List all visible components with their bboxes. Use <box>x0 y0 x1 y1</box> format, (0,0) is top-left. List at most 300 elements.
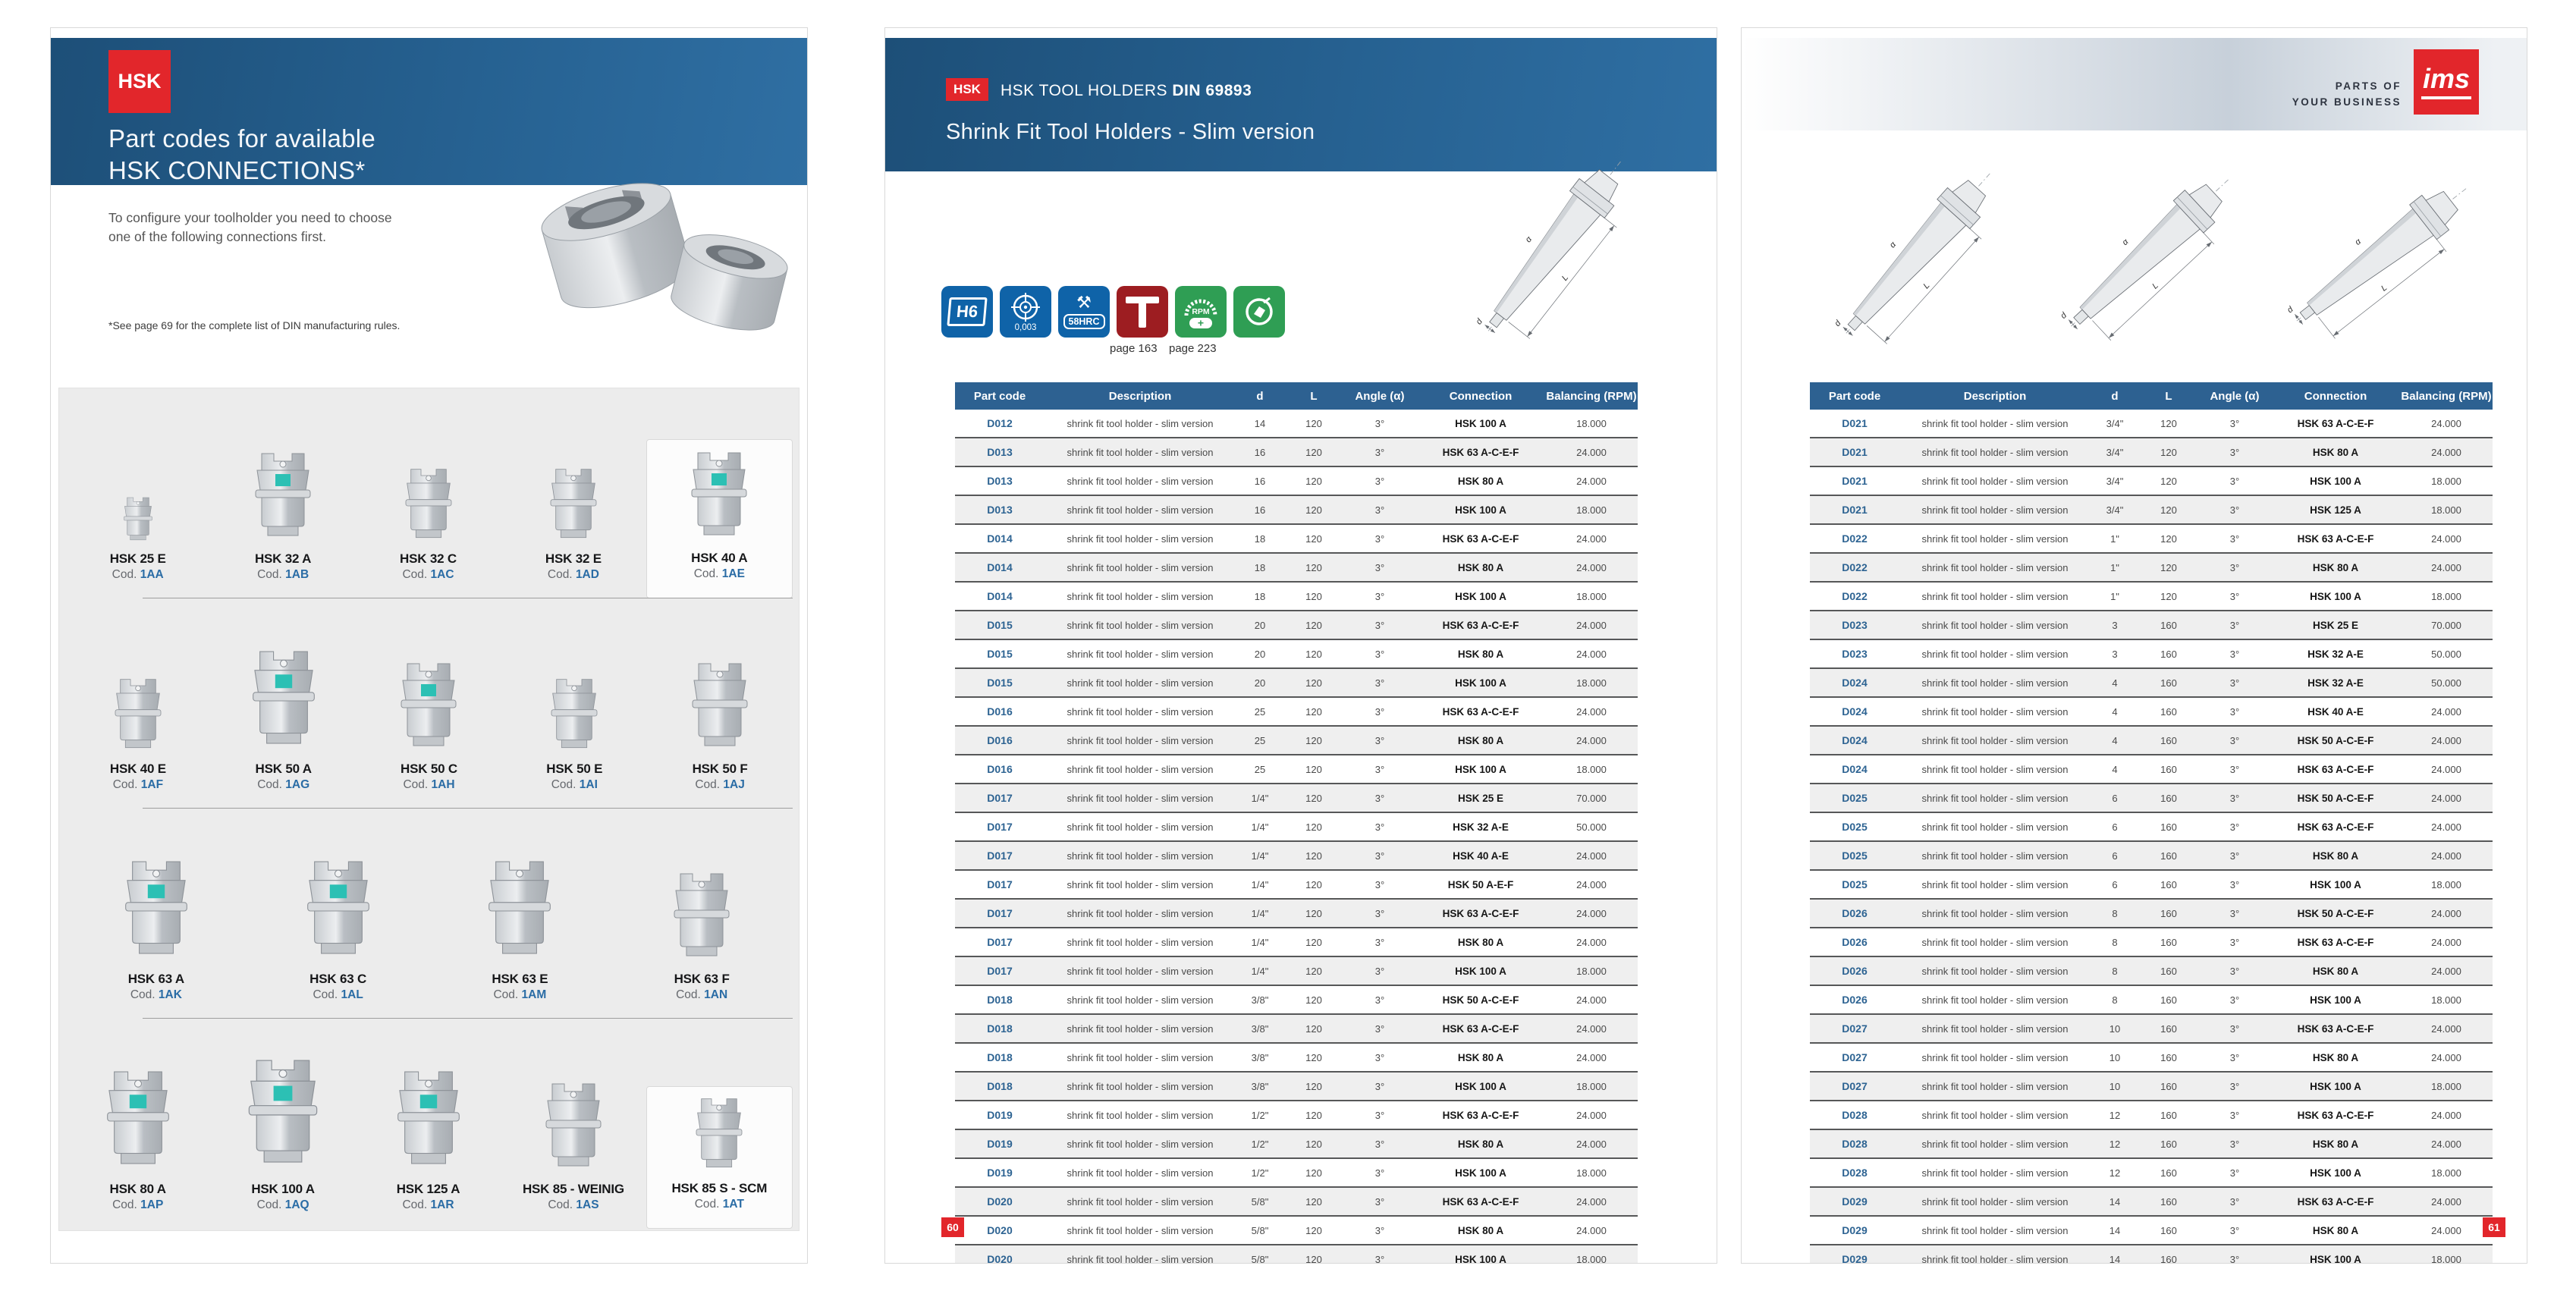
table-row <box>1810 438 2493 466</box>
part-code: D026 <box>1810 928 1899 956</box>
dim-l: 120 <box>1284 438 1343 466</box>
dim-l: 160 <box>2139 755 2198 784</box>
icon-caption-page223: page 223 <box>1169 342 1217 355</box>
description: shrink fit tool holder - slim version <box>1045 582 1236 611</box>
dim-l: 120 <box>1284 639 1343 668</box>
ims-logo <box>2414 49 2479 115</box>
dim-l: 120 <box>1284 553 1343 582</box>
balancing: 24.000 <box>1545 1129 1638 1158</box>
balancing: 18.000 <box>1545 1072 1638 1101</box>
table-row <box>955 553 1638 582</box>
description: shrink fit tool holder - slim version <box>1045 410 1236 438</box>
table-row <box>1810 1129 2493 1158</box>
dim-d: 1/4" <box>1236 784 1284 812</box>
balancing: 24.000 <box>1545 611 1638 639</box>
dim-d: 3/8" <box>1236 985 1284 1014</box>
part-code: D018 <box>955 985 1045 1014</box>
column-header: Description <box>1899 382 2091 410</box>
balancing: 24.000 <box>2400 410 2493 438</box>
angle: 3° <box>2198 928 2271 956</box>
description: shrink fit tool holder - slim version <box>1899 899 2091 928</box>
connection-item <box>501 1082 646 1229</box>
dim-d: 18 <box>1236 524 1284 553</box>
table-row <box>955 668 1638 697</box>
connection-name: HSK 50 C <box>401 762 457 776</box>
dim-l: 160 <box>2139 1129 2198 1158</box>
dim-d: 12 <box>2091 1101 2139 1129</box>
angle: 3° <box>1343 1187 1416 1216</box>
description: shrink fit tool holder - slim version <box>1899 1129 2091 1158</box>
description: shrink fit tool holder - slim version <box>1045 1129 1236 1158</box>
part-code: D029 <box>1810 1187 1899 1216</box>
description: shrink fit tool holder - slim version <box>1899 928 2091 956</box>
angle: 3° <box>1343 1245 1416 1264</box>
connection: HSK 25 E <box>2271 611 2400 639</box>
header-row <box>955 382 1638 410</box>
connection-name: HSK 63 F <box>674 972 730 986</box>
connection: HSK 50 A-C-E-F <box>2271 784 2400 812</box>
table-row <box>1810 1014 2493 1043</box>
description: shrink fit tool holder - slim version <box>1899 410 2091 438</box>
balancing: 50.000 <box>1545 812 1638 841</box>
connection: HSK 63 A-C-E-F <box>1416 524 1545 553</box>
dim-d: 6 <box>2091 784 2139 812</box>
part-code: D021 <box>1810 438 1899 466</box>
dim-l: 120 <box>1284 1043 1343 1072</box>
connection-code: Cod. 1AK <box>130 988 182 1001</box>
balancing: 24.000 <box>1545 985 1638 1014</box>
dim-l: 120 <box>1284 1014 1343 1043</box>
angle: 3° <box>1343 466 1416 495</box>
green-symbol-icon <box>1233 286 1285 338</box>
table-row <box>955 784 1638 812</box>
balancing: 24.000 <box>1545 726 1638 755</box>
table-body <box>1810 410 2493 1264</box>
dim-d: 16 <box>1236 438 1284 466</box>
connection: HSK 63 A-C-E-F <box>1416 697 1545 726</box>
balancing: 24.000 <box>1545 1216 1638 1245</box>
connection: HSK 100 A <box>2271 1072 2400 1101</box>
angle: 3° <box>2198 812 2271 841</box>
part-code: D026 <box>1810 956 1899 985</box>
table-row <box>955 1158 1638 1187</box>
dim-d: 1/2" <box>1236 1101 1284 1129</box>
description: shrink fit tool holder - slim version <box>1045 1043 1236 1072</box>
dim-l: 120 <box>1284 755 1343 784</box>
connection: HSK 32 A-E <box>1416 812 1545 841</box>
balancing: 24.000 <box>1545 899 1638 928</box>
table-row <box>955 1187 1638 1216</box>
connection: HSK 63 A-C-E-F <box>1416 1187 1545 1216</box>
angle: 3° <box>1343 812 1416 841</box>
connection: HSK 80 A <box>1416 1129 1545 1158</box>
connection-thumbnail <box>105 678 171 754</box>
description: shrink fit tool holder - slim version <box>1045 697 1236 726</box>
description: shrink fit tool holder - slim version <box>1899 611 2091 639</box>
tagline-line2: YOUR BUSINESS <box>2292 96 2402 108</box>
table-row <box>955 611 1638 639</box>
dim-d: 3/4" <box>2091 495 2139 524</box>
description: shrink fit tool holder - slim version <box>1045 928 1236 956</box>
part-code: D017 <box>955 870 1045 899</box>
table-row <box>955 899 1638 928</box>
table-row <box>1810 668 2493 697</box>
description: shrink fit tool holder - slim version <box>1045 870 1236 899</box>
connection-thumbnail <box>386 1068 471 1174</box>
dim-l: 120 <box>1284 784 1343 812</box>
dim-d: 8 <box>2091 956 2139 985</box>
table-row <box>1810 870 2493 899</box>
table-row <box>1810 611 2493 639</box>
angle: 3° <box>1343 1129 1416 1158</box>
column-header: Angle (α) <box>2198 382 2271 410</box>
dim-l: 120 <box>1284 466 1343 495</box>
description: shrink fit tool holder - slim version <box>1899 438 2091 466</box>
balancing: 24.000 <box>2400 697 2493 726</box>
page-title-line2: HSK CONNECTIONS* <box>108 156 366 184</box>
page-title <box>108 123 375 187</box>
table-row <box>1810 956 2493 985</box>
dim-l: 160 <box>2139 985 2198 1014</box>
connection: HSK 80 A <box>1416 466 1545 495</box>
section-title: Shrink Fit Tool Holders - Slim version <box>946 120 1315 144</box>
balancing: 24.000 <box>2400 524 2493 553</box>
connection: HSK 63 A-C-E-F <box>2271 1101 2400 1129</box>
dim-l: 120 <box>2139 524 2198 553</box>
part-code: D019 <box>955 1101 1045 1129</box>
dim-l: 120 <box>1284 611 1343 639</box>
part-code: D028 <box>1810 1129 1899 1158</box>
balancing: 24.000 <box>1545 639 1638 668</box>
dim-d: 4 <box>2091 726 2139 755</box>
connection: HSK 100 A <box>1416 1245 1545 1264</box>
dim-l: 160 <box>2139 812 2198 841</box>
connection: HSK 63 A-C-E-F <box>1416 1101 1545 1129</box>
connection: HSK 63 A-C-E-F <box>2271 1014 2400 1043</box>
balancing: 24.000 <box>1545 553 1638 582</box>
part-code: D026 <box>1810 985 1899 1014</box>
part-code: D024 <box>1810 755 1899 784</box>
dim-d: 10 <box>2091 1014 2139 1043</box>
rpm-gauge-icon <box>1180 291 1222 333</box>
connection: HSK 63 A-C-E-F <box>2271 755 2400 784</box>
svg-text:RPM: RPM <box>1192 307 1210 316</box>
connection: HSK 100 A <box>1416 495 1545 524</box>
intro-line1: To configure your toolholder you need to choose <box>108 210 392 225</box>
table-row <box>1810 466 2493 495</box>
connection: HSK 100 A <box>2271 582 2400 611</box>
part-code: D021 <box>1810 466 1899 495</box>
angle: 3° <box>2198 870 2271 899</box>
angle: 3° <box>2198 582 2271 611</box>
connection: HSK 80 A <box>1416 1216 1545 1245</box>
angle: 3° <box>2198 438 2271 466</box>
angle: 3° <box>1343 841 1416 870</box>
part-code: D029 <box>1810 1245 1899 1264</box>
dim-l: 160 <box>2139 1158 2198 1187</box>
connection: HSK 100 A <box>1416 1158 1545 1187</box>
connection: HSK 50 A-E-F <box>1416 870 1545 899</box>
description: shrink fit tool holder - slim version <box>1899 784 2091 812</box>
table-row <box>955 438 1638 466</box>
connection: HSK 125 A <box>2271 495 2400 524</box>
dim-l: 120 <box>1284 582 1343 611</box>
connection: HSK 100 A <box>2271 870 2400 899</box>
part-code: D027 <box>1810 1043 1899 1072</box>
connection-code: Cod. 1AH <box>403 778 455 791</box>
dim-d: 16 <box>1236 495 1284 524</box>
table-row <box>955 755 1638 784</box>
description: shrink fit tool holder - slim version <box>1045 755 1236 784</box>
dim-l: 120 <box>1284 956 1343 985</box>
brand-tagline <box>2292 79 2402 111</box>
description: shrink fit tool holder - slim version <box>1045 985 1236 1014</box>
table-row <box>955 1216 1638 1245</box>
connection-item <box>611 872 793 1019</box>
table-row <box>955 697 1638 726</box>
dim-d: 8 <box>2091 928 2139 956</box>
description: shrink fit tool holder - slim version <box>1899 697 2091 726</box>
dim-d: 1" <box>2091 553 2139 582</box>
h6-label: H6 <box>947 297 987 326</box>
table-row <box>1810 697 2493 726</box>
balancing: 18.000 <box>2400 466 2493 495</box>
connection: HSK 100 A <box>1416 755 1545 784</box>
dim-d: 12 <box>2091 1129 2139 1158</box>
column-header: Balancing (RPM) <box>1545 382 1638 410</box>
balancing: 24.000 <box>1545 870 1638 899</box>
connection-item <box>501 468 646 598</box>
table-row <box>955 870 1638 899</box>
table-row <box>1810 553 2493 582</box>
connection: HSK 100 A <box>2271 1245 2400 1264</box>
connection-thumbnail <box>96 1068 181 1174</box>
dim-l: 160 <box>2139 1101 2198 1129</box>
description: shrink fit tool holder - slim version <box>1899 1216 2091 1245</box>
connection: HSK 100 A <box>1416 582 1545 611</box>
table-row <box>955 812 1638 841</box>
connection-name: HSK 50 F <box>692 762 748 776</box>
connection-item <box>211 648 357 809</box>
balancing: 24.000 <box>2400 956 2493 985</box>
description: shrink fit tool holder - slim version <box>1045 1245 1236 1264</box>
connection: HSK 63 A-C-E-F <box>2271 1187 2400 1216</box>
description: shrink fit tool holder - slim version <box>1899 495 2091 524</box>
description: shrink fit tool holder - slim version <box>1045 784 1236 812</box>
angle: 3° <box>2198 697 2271 726</box>
dim-d: 3/8" <box>1236 1014 1284 1043</box>
dim-d: 8 <box>2091 899 2139 928</box>
angle: 3° <box>2198 1245 2271 1264</box>
dim-d: 1/4" <box>1236 812 1284 841</box>
angle: 3° <box>2198 495 2271 524</box>
column-header: L <box>2139 382 2198 410</box>
angle: 3° <box>1343 582 1416 611</box>
balancing: 18.000 <box>1545 582 1638 611</box>
table-row <box>1810 524 2493 553</box>
connection-name: HSK 32 E <box>545 551 602 566</box>
connection-item <box>357 661 502 809</box>
connection-code: Cod. 1AC <box>402 568 454 581</box>
dim-d: 1/4" <box>1236 928 1284 956</box>
holder-diagram <box>1813 141 2035 372</box>
connection-thumbnail <box>686 1098 752 1173</box>
connection: HSK 100 A <box>2271 1158 2400 1187</box>
connection: HSK 80 A <box>1416 553 1545 582</box>
connection: HSK 80 A <box>1416 639 1545 668</box>
dim-l: 160 <box>2139 841 2198 870</box>
dim-d: 1" <box>2091 524 2139 553</box>
description: shrink fit tool holder - slim version <box>1045 1187 1236 1216</box>
description: shrink fit tool holder - slim version <box>1899 1101 2091 1129</box>
connection-name: HSK 32 A <box>254 551 312 566</box>
angle: 3° <box>2198 611 2271 639</box>
connection-item <box>210 1056 355 1229</box>
connection: HSK 80 A <box>1416 928 1545 956</box>
connection-code: Cod. 1AI <box>551 778 598 791</box>
table-row <box>955 1245 1638 1264</box>
part-code: D016 <box>955 755 1045 784</box>
dim-l: 160 <box>2139 1043 2198 1072</box>
ims-logo-text: ims <box>2421 65 2471 99</box>
hardness-value: 58HRC <box>1063 314 1105 329</box>
connection-item <box>210 451 355 598</box>
balancing: 18.000 <box>1545 410 1638 438</box>
part-code: D015 <box>955 611 1045 639</box>
table-row <box>955 1129 1638 1158</box>
angle: 3° <box>2198 553 2271 582</box>
connection-name: HSK 40 A <box>691 551 748 565</box>
table-row <box>1810 1101 2493 1129</box>
intro-line2: one of the following connections first. <box>108 228 326 244</box>
description: shrink fit tool holder - slim version <box>1899 956 2091 985</box>
balancing: 70.000 <box>1545 784 1638 812</box>
connection: HSK 80 A <box>2271 956 2400 985</box>
dim-l: 120 <box>1284 668 1343 697</box>
part-code: D018 <box>955 1043 1045 1072</box>
balancing: 24.000 <box>2400 899 2493 928</box>
part-code: D022 <box>1810 553 1899 582</box>
angle: 3° <box>1343 438 1416 466</box>
hammer-icon: ⚒ <box>1076 293 1092 313</box>
part-code: D023 <box>1810 639 1899 668</box>
balancing: 24.000 <box>1545 1014 1638 1043</box>
connection-row <box>59 598 799 809</box>
table-row <box>955 841 1638 870</box>
dim-l: 160 <box>2139 611 2198 639</box>
dim-d: 3/8" <box>1236 1043 1284 1072</box>
toolholder-photo <box>506 134 802 385</box>
dim-d: 14 <box>1236 410 1284 438</box>
connection: HSK 80 A <box>1416 726 1545 755</box>
dim-l: 120 <box>1284 1187 1343 1216</box>
column-header: Part code <box>955 382 1045 410</box>
dim-l: 120 <box>2139 495 2198 524</box>
balancing: 24.000 <box>2400 726 2493 755</box>
connection-name: HSK 50 E <box>546 762 603 776</box>
part-code: D017 <box>955 841 1045 870</box>
connection: HSK 80 A <box>1416 1043 1545 1072</box>
balancing: 18.000 <box>1545 1158 1638 1187</box>
part-code: D015 <box>955 668 1045 697</box>
connection: HSK 63 A-C-E-F <box>2271 524 2400 553</box>
connection-item <box>429 858 611 1019</box>
dim-d: 14 <box>2091 1245 2139 1264</box>
angle: 3° <box>1343 410 1416 438</box>
balancing: 18.000 <box>1545 495 1638 524</box>
dim-l: 120 <box>1284 870 1343 899</box>
connection-code: Cod. 1AT <box>694 1198 744 1211</box>
description: shrink fit tool holder - slim version <box>1899 726 2091 755</box>
dim-l: 160 <box>2139 956 2198 985</box>
connection: HSK 50 A-C-E-F <box>2271 899 2400 928</box>
dim-d: 25 <box>1236 755 1284 784</box>
balancing: 18.000 <box>1545 755 1638 784</box>
balancing: 24.000 <box>2400 438 2493 466</box>
angle: 3° <box>1343 611 1416 639</box>
part-code: D018 <box>955 1014 1045 1043</box>
angle: 3° <box>1343 1158 1416 1187</box>
dim-l: 120 <box>1284 524 1343 553</box>
footnote: *See page 69 for the complete list of DIN manufacturing rules. <box>108 319 401 331</box>
table-row <box>955 1072 1638 1101</box>
balancing: 24.000 <box>2400 1216 2493 1245</box>
balancing: 18.000 <box>2400 495 2493 524</box>
connection-item <box>65 497 210 598</box>
table-row <box>1810 1072 2493 1101</box>
dim-d: 4 <box>2091 697 2139 726</box>
dim-l: 120 <box>2139 438 2198 466</box>
kicker-plain: HSK TOOL HOLDERS <box>1001 82 1173 99</box>
table-row <box>1810 410 2493 438</box>
table-row <box>955 524 1638 553</box>
table-row <box>1810 1245 2493 1264</box>
angle: 3° <box>2198 784 2271 812</box>
connection-name: HSK 40 E <box>109 762 166 776</box>
dim-d: 4 <box>2091 668 2139 697</box>
dim-d: 3/4" <box>2091 438 2139 466</box>
angle: 3° <box>2198 1101 2271 1129</box>
description: shrink fit tool holder - slim version <box>1045 1014 1236 1043</box>
part-code: D025 <box>1810 870 1899 899</box>
balancing: 18.000 <box>1545 1245 1638 1264</box>
part-code: D017 <box>955 812 1045 841</box>
table-row <box>1810 639 2493 668</box>
connection-row <box>59 809 799 1019</box>
angle: 3° <box>1343 1014 1416 1043</box>
connection-code: Cod. 1AQ <box>256 1198 309 1211</box>
connections-panel <box>58 388 800 1231</box>
table-row <box>1810 928 2493 956</box>
description: shrink fit tool holder - slim version <box>1899 553 2091 582</box>
dim-l: 120 <box>1284 928 1343 956</box>
angle: 3° <box>2198 1014 2271 1043</box>
hsk-logo-badge: HSK <box>946 78 988 101</box>
part-code: D012 <box>955 410 1045 438</box>
svg-text:+: + <box>1197 316 1205 329</box>
balancing: 24.000 <box>2400 784 2493 812</box>
table-row <box>955 1101 1638 1129</box>
part-code: D028 <box>1810 1101 1899 1129</box>
dim-l: 120 <box>2139 582 2198 611</box>
description: shrink fit tool holder - slim version <box>1045 841 1236 870</box>
connection-thumbnail <box>477 858 562 964</box>
description: shrink fit tool holder - slim version <box>1045 438 1236 466</box>
part-code: D019 <box>955 1158 1045 1187</box>
parts-table-right <box>1810 382 2493 1264</box>
balancing: 18.000 <box>2400 1245 2493 1264</box>
connection: HSK 50 A-C-E-F <box>2271 726 2400 755</box>
